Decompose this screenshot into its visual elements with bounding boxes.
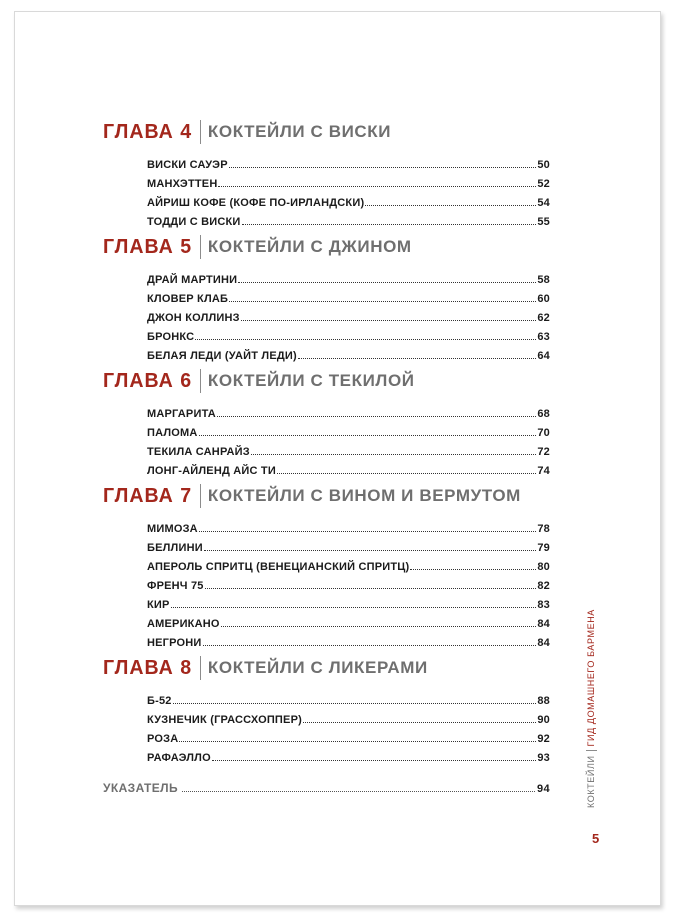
dot-leader <box>365 205 536 206</box>
toc-entry-page: 52 <box>537 178 550 190</box>
toc-entry[interactable] <box>147 593 550 611</box>
toc-entry-page: 54 <box>537 197 550 209</box>
dot-leader <box>203 645 537 646</box>
running-header-divider <box>586 750 597 751</box>
running-header-book: КОКТЕЙЛИ <box>586 755 596 808</box>
dot-leader <box>204 550 537 551</box>
chapter-divider <box>200 656 201 680</box>
toc-entry-name: ВИСКИ САУЭР <box>147 159 228 171</box>
toc-entry-page: 62 <box>537 312 550 324</box>
toc-entry[interactable] <box>147 210 550 228</box>
dot-leader <box>179 741 536 742</box>
toc-entry-page: 74 <box>537 465 550 477</box>
toc-entry-page: 64 <box>537 350 550 362</box>
toc-entry-name: МАРГАРИТА <box>147 408 216 420</box>
dot-leader <box>251 454 536 455</box>
toc-entry-name: РАФАЭЛЛО <box>147 752 211 764</box>
toc-entry-page: 90 <box>537 714 550 726</box>
toc-entry[interactable] <box>147 631 550 649</box>
chapter-number: ГЛАВА 4 <box>103 120 193 143</box>
toc-entry[interactable] <box>147 344 550 362</box>
dot-leader <box>298 358 536 359</box>
toc-entry-page: 78 <box>537 523 550 535</box>
toc-entry[interactable] <box>147 536 550 554</box>
dot-leader <box>205 588 537 589</box>
chapter-heading <box>103 483 521 509</box>
toc-entry-name: БРОНКС <box>147 331 195 343</box>
toc-entry-name: АПЕРОЛЬ СПРИТЦ (ВЕНЕЦИАНСКИЙ СПРИТЦ) <box>147 561 410 573</box>
toc-entry-name: КИР <box>147 599 170 611</box>
toc-entry[interactable] <box>147 191 550 209</box>
toc-entry[interactable] <box>147 746 550 764</box>
toc-entry-name: ДЖОН КОЛЛИНЗ <box>147 312 240 324</box>
dot-leader <box>199 531 537 532</box>
toc-entry[interactable] <box>147 574 550 592</box>
toc-entry-page: 58 <box>537 274 550 286</box>
toc-entry[interactable] <box>147 268 550 286</box>
toc-entry-page: 84 <box>537 637 550 649</box>
toc-entry-page: 93 <box>537 752 550 764</box>
chapter-divider <box>200 484 201 508</box>
toc-entry-page: 60 <box>537 293 550 305</box>
book-page <box>14 11 661 906</box>
toc-entry[interactable] <box>147 325 550 343</box>
page-number: 5 <box>592 831 600 846</box>
toc-entry-page: 92 <box>537 733 550 745</box>
toc-entry-name: ТЕКИЛА САНРАЙЗ <box>147 446 250 458</box>
toc-entry-name: ДРАЙ МАРТИНИ <box>147 274 238 286</box>
chapter-heading <box>103 655 428 681</box>
dot-leader <box>303 722 536 723</box>
dot-leader <box>229 301 536 302</box>
chapter-heading <box>103 368 415 394</box>
toc-entry-name: МАНХЭТТЕН <box>147 178 218 190</box>
toc-entry-name: ТОДДИ С ВИСКИ <box>147 216 241 228</box>
chapter-number: ГЛАВА 5 <box>103 235 193 258</box>
index-entry[interactable] <box>103 777 550 795</box>
toc-entry-name: НЕГРОНИ <box>147 637 202 649</box>
dot-leader <box>182 791 535 792</box>
chapter-title: КОКТЕЙЛИ С ВИНОМ И ВЕРМУТОМ <box>207 486 521 505</box>
toc-entry-page: 72 <box>537 446 550 458</box>
toc-entry-page: 55 <box>537 216 550 228</box>
toc-entry-page: 88 <box>537 695 550 707</box>
toc-entry[interactable] <box>147 459 550 477</box>
toc-entry[interactable] <box>147 440 550 458</box>
chapter-title: КОКТЕЙЛИ С ВИСКИ <box>207 122 392 141</box>
toc-entry-name: КУЗНЕЧИК (ГРАССХОППЕР) <box>147 714 302 726</box>
chapter-heading <box>103 234 412 260</box>
toc-entry[interactable] <box>147 517 550 535</box>
toc-entry-page: 83 <box>537 599 550 611</box>
toc-entry-name: ЛОНГ-АЙЛЕНД АЙС ТИ <box>147 465 276 477</box>
toc-entry[interactable] <box>147 306 550 324</box>
toc-entry[interactable] <box>147 612 550 630</box>
toc-entry[interactable] <box>147 153 550 171</box>
chapter-title: КОКТЕЙЛИ С ДЖИНОМ <box>207 237 412 256</box>
toc-entry[interactable] <box>147 727 550 745</box>
toc-entry[interactable] <box>147 708 550 726</box>
index-page: 94 <box>536 783 550 795</box>
chapter-divider <box>200 120 201 144</box>
dot-leader <box>173 703 537 704</box>
chapter-number: ГЛАВА 6 <box>103 369 193 392</box>
toc-entry-name: КЛОВЕР КЛАБ <box>147 293 229 305</box>
toc-entry[interactable] <box>147 689 550 707</box>
dot-leader <box>171 607 537 608</box>
toc-entry-page: 80 <box>537 561 550 573</box>
dot-leader <box>410 569 536 570</box>
toc-entry-name: АЙРИШ КОФЕ (КОФЕ ПО-ИРЛАНДСКИ) <box>147 197 365 209</box>
dot-leader <box>217 416 536 417</box>
dot-leader <box>242 224 537 225</box>
chapter-divider <box>200 235 201 259</box>
dot-leader <box>277 473 536 474</box>
dot-leader <box>199 435 537 436</box>
chapter-title: КОКТЕЙЛИ С ТЕКИЛОЙ <box>207 371 415 390</box>
toc-entry-name: МИМОЗА <box>147 523 198 535</box>
toc-entry[interactable] <box>147 421 550 439</box>
dot-leader <box>221 626 537 627</box>
dot-leader <box>212 760 537 761</box>
toc-entry-page: 79 <box>537 542 550 554</box>
toc-entry-page: 82 <box>537 580 550 592</box>
toc-entry-name: БЕЛАЯ ЛЕДИ (УАЙТ ЛЕДИ) <box>147 350 297 362</box>
running-header-subtitle: ГИД ДОМАШНЕГО БАРМЕНА <box>586 609 596 747</box>
toc-entry-page: 70 <box>537 427 550 439</box>
dot-leader <box>238 282 536 283</box>
chapter-divider <box>200 369 201 393</box>
toc-entry-page: 50 <box>537 159 550 171</box>
toc-entry-name: БЕЛЛИНИ <box>147 542 203 554</box>
dot-leader <box>195 339 536 340</box>
dot-leader <box>218 186 536 187</box>
toc-entry-name: АМЕРИКАНО <box>147 618 220 630</box>
dot-leader <box>229 167 537 168</box>
toc-entry[interactable] <box>147 172 550 190</box>
toc-entry-page: 63 <box>537 331 550 343</box>
toc-entry[interactable] <box>147 287 550 305</box>
toc-entry-name: РОЗА <box>147 733 179 745</box>
chapter-number: ГЛАВА 7 <box>103 484 193 507</box>
toc-entry-name: ФРЕНЧ 75 <box>147 580 204 592</box>
dot-leader <box>241 320 537 321</box>
toc-entry[interactable] <box>147 555 550 573</box>
toc-entry-name: ПАЛОМА <box>147 427 198 439</box>
toc-entry[interactable] <box>147 402 550 420</box>
index-label: УКАЗАТЕЛЬ <box>103 781 179 795</box>
toc-entry-page: 84 <box>537 618 550 630</box>
chapter-number: ГЛАВА 8 <box>103 656 193 679</box>
toc-entry-name: Б-52 <box>147 695 172 707</box>
running-header <box>587 594 607 808</box>
chapter-heading <box>103 119 391 145</box>
chapter-title: КОКТЕЙЛИ С ЛИКЕРАМИ <box>207 658 428 677</box>
toc-entry-page: 68 <box>537 408 550 420</box>
